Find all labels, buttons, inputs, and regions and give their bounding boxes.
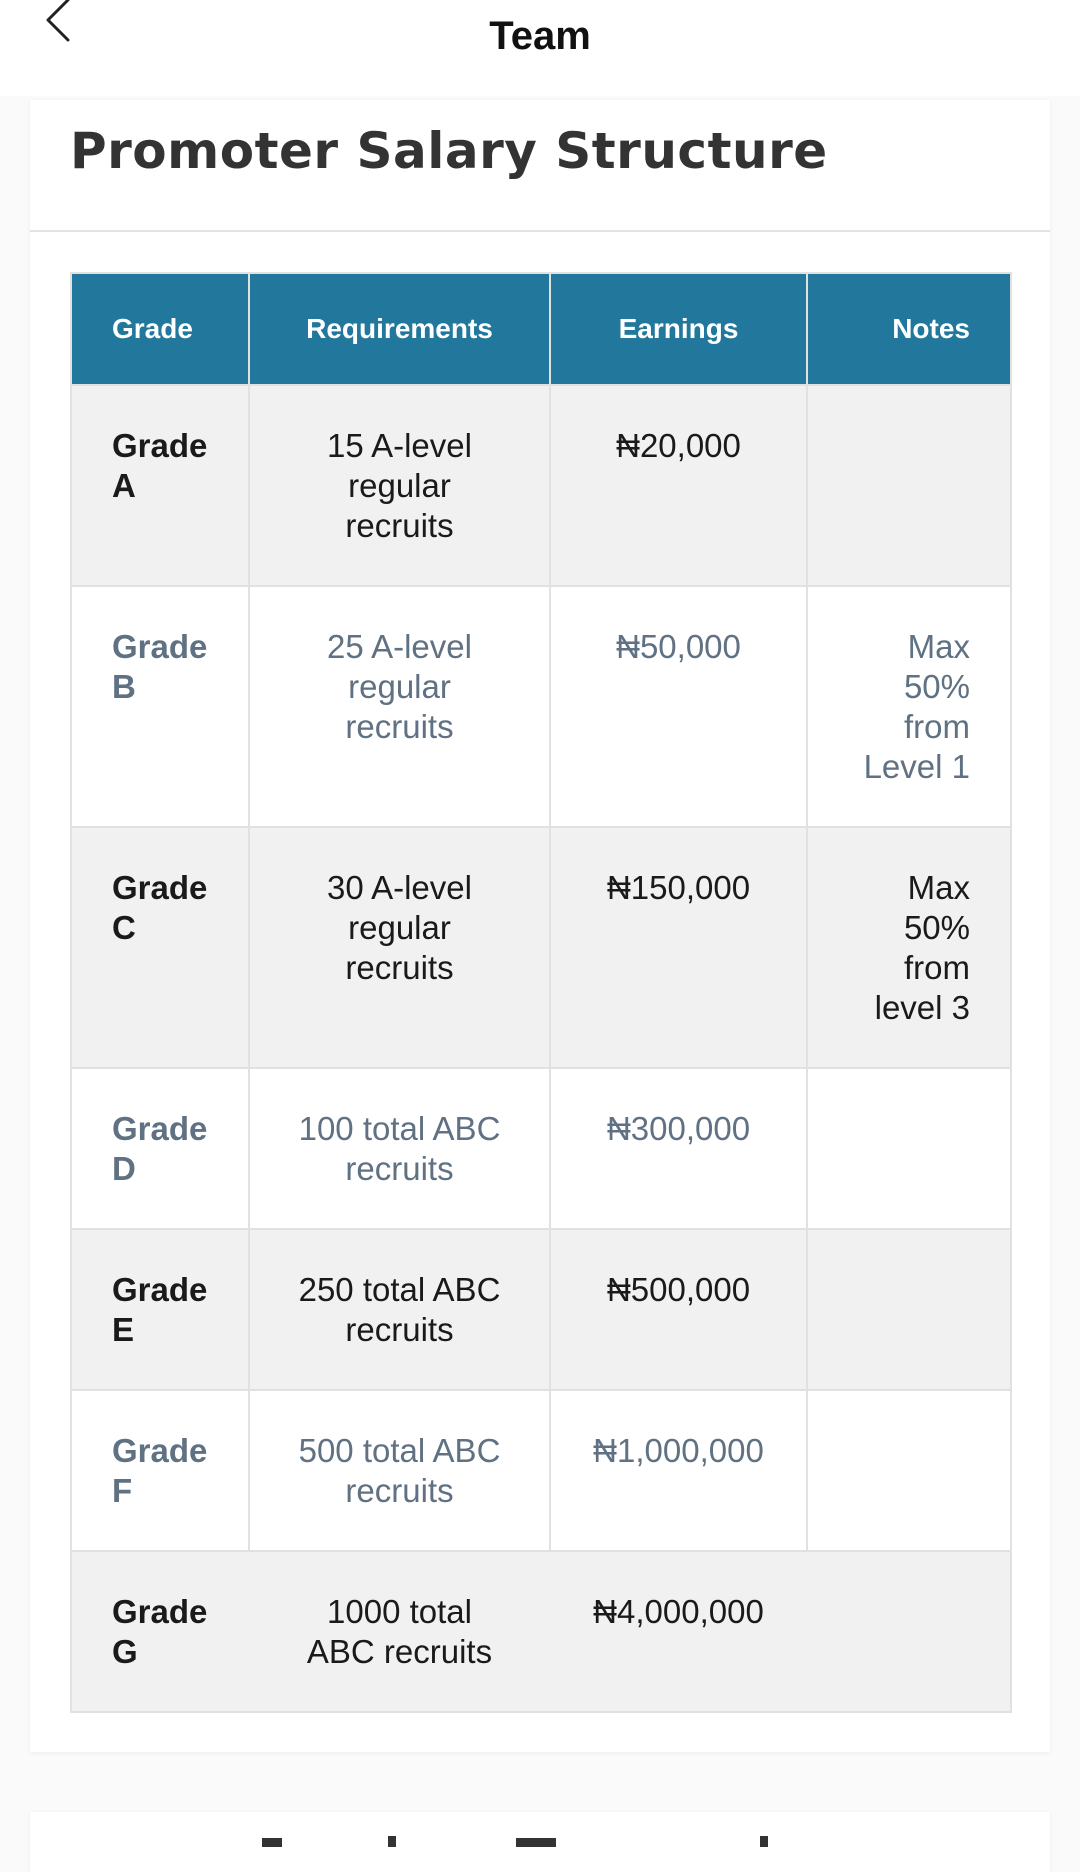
earnings-cell: ₦4,000,000 — [550, 1551, 807, 1712]
header-grade: Grade — [71, 273, 249, 385]
requirements-cell: 30 A-level regular recruits — [249, 827, 550, 1068]
next-card-partial — [30, 1812, 1050, 1872]
notes-cell: Max 50% from Level 1 — [807, 586, 1011, 827]
table-header-row — [71, 273, 1011, 385]
notes-cell — [807, 1229, 1011, 1390]
salary-structure-card — [30, 100, 1050, 1752]
grade-cell: Grade A — [71, 385, 249, 586]
table-row — [71, 1390, 1011, 1551]
requirements-cell: 25 A-level regular recruits — [249, 586, 550, 827]
requirements-cell: 100 total ABC recruits — [249, 1068, 550, 1229]
table-row — [71, 1229, 1011, 1390]
grade-cell: Grade F — [71, 1390, 249, 1551]
header-requirements: Requirements — [249, 273, 550, 385]
grade-cell: Grade B — [71, 586, 249, 827]
card-title: Promoter Salary Structure — [70, 122, 828, 180]
requirements-cell: 250 total ABC recruits — [249, 1229, 550, 1390]
table-row — [71, 1551, 1011, 1712]
grade-cell: Grade C — [71, 827, 249, 1068]
table-row — [71, 1068, 1011, 1229]
earnings-cell: ₦150,000 — [550, 827, 807, 1068]
notes-cell — [807, 1390, 1011, 1551]
table-row — [71, 385, 1011, 586]
grade-cell: Grade E — [71, 1229, 249, 1390]
earnings-cell: ₦500,000 — [550, 1229, 807, 1390]
grade-cell: Grade G — [71, 1551, 249, 1712]
notes-cell: Max 50% from level 3 — [807, 827, 1011, 1068]
earnings-cell: ₦300,000 — [550, 1068, 807, 1229]
header-earnings: Earnings — [550, 273, 807, 385]
notes-cell — [807, 1551, 1011, 1712]
requirements-cell: 500 total ABC recruits — [249, 1390, 550, 1551]
requirements-cell: 1000 total ABC recruits — [249, 1551, 550, 1712]
top-bar — [0, 0, 1080, 96]
earnings-cell: ₦50,000 — [550, 586, 807, 827]
earnings-cell: ₦20,000 — [550, 385, 807, 586]
salary-table — [70, 272, 1012, 1713]
notes-cell — [807, 1068, 1011, 1229]
notes-cell — [807, 385, 1011, 586]
earnings-cell: ₦1,000,000 — [550, 1390, 807, 1551]
requirements-cell: 15 A-level regular recruits — [249, 385, 550, 586]
card-divider — [30, 230, 1050, 232]
grade-cell: Grade D — [71, 1068, 249, 1229]
header-notes: Notes — [807, 273, 1011, 385]
table-row — [71, 827, 1011, 1068]
table-row — [71, 586, 1011, 827]
cropped-heading-glyphs — [30, 1812, 1050, 1852]
page-title: Team — [489, 14, 591, 58]
